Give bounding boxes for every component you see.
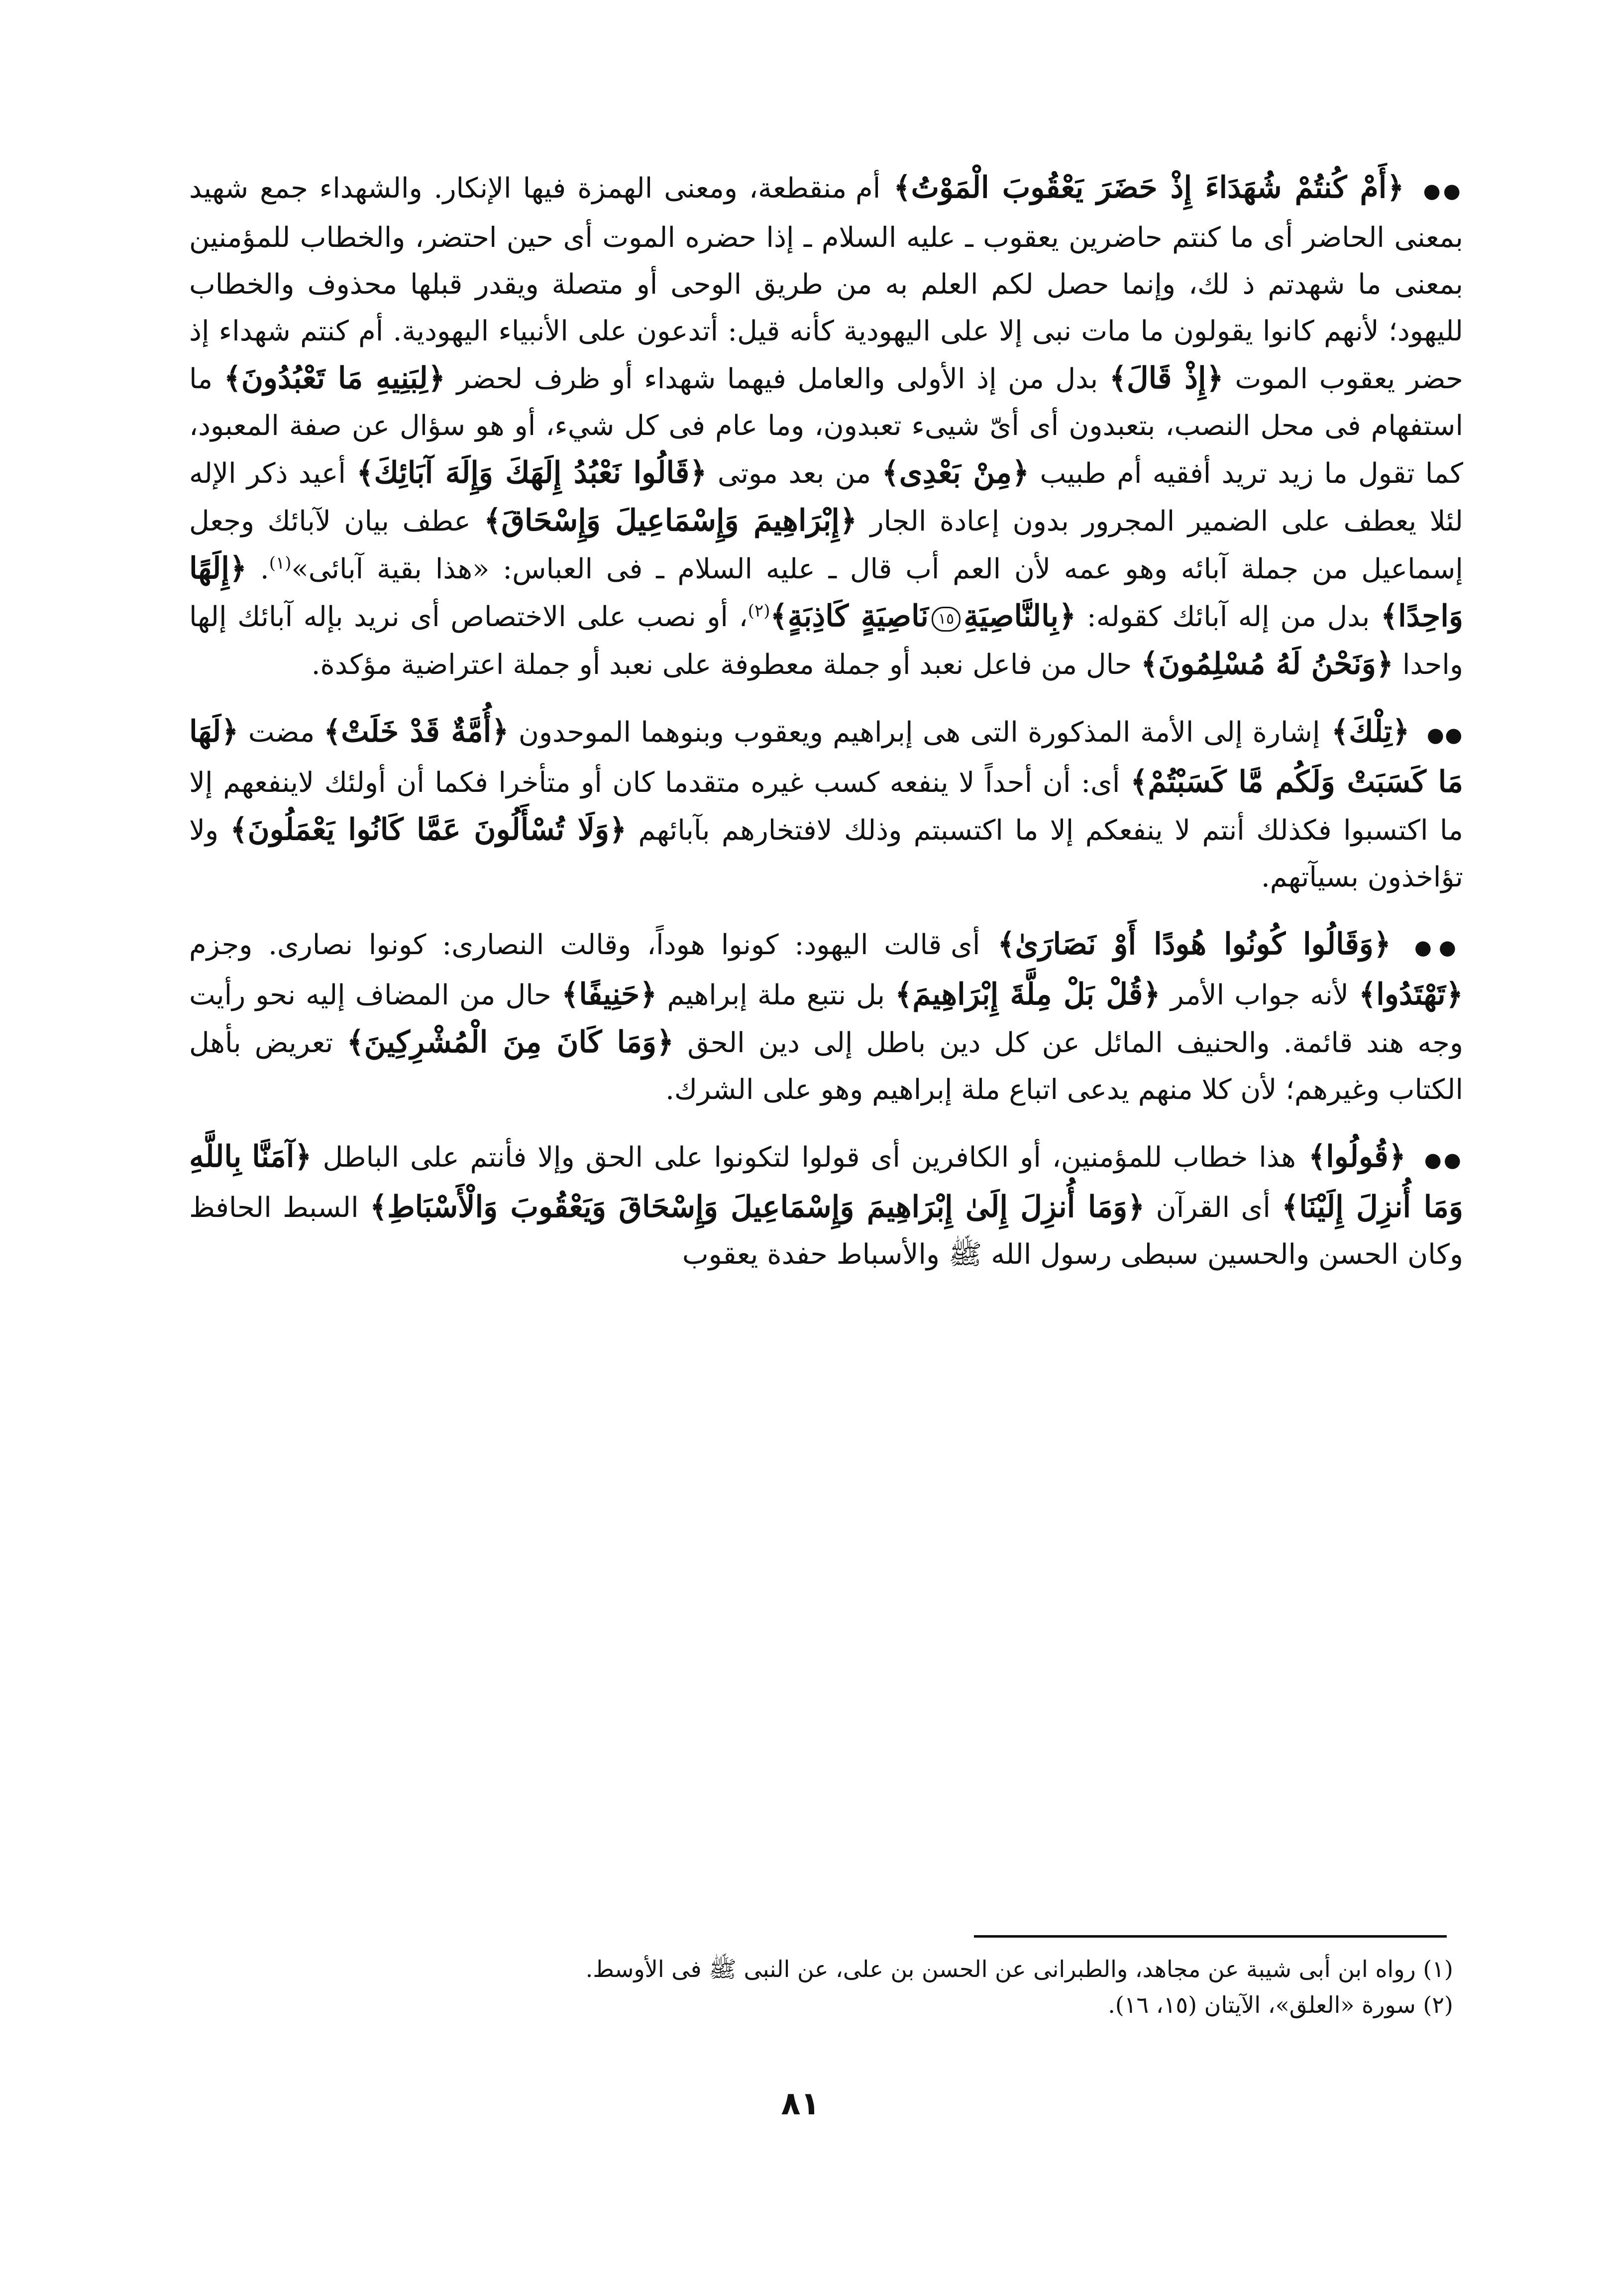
paragraph [189, 1133, 1463, 1278]
quran-quote: ﴿أَمْ كُنتُمْ شُهَدَاءَ إِذْ حَضَرَ يَعْقُوبَ الْمَوْتُ﴾ [880, 170, 1417, 205]
text-run: السبط الحافظ وكان الحسن والحسين سبطى رسول الله ﷺ والأسباط حفدة يعقوب [189, 1192, 1463, 1271]
footnote: (٢) سورة «العلق»، الآيتان (١٥، ١٦). [1108, 1991, 1453, 2018]
quran-quote: ﴿إِبْرَاهِيمَ وَإِسْمَاعِيلَ وَإِسْحَاقَ﴾ [484, 503, 857, 538]
text-run: أم منقطعة، ومعنى الهمزة فيها الإنكار. والشهداء جمع شهيد بمعنى الحاضر أى ما كنتم حاضرين يعقوب ـ عليه السلام ـ إذا حضره الموت أى حين احتضر، والخطاب للمؤمنين بمعنى ما شهدتم ذ لك، وإنما حصل لكم العلم به من طريق الوحى أو متصلة ويقدر قبلها محذوف والخطاب لليهود؛ لأنهم كانوا يقولون ما مات نبى إلا على اليهودية كأنه قيل: أتدعون على الأنبياء اليهودية. أم كنتم شهداء إذ حضر يعقوب الموت [189, 172, 1464, 395]
quran-quote: ﴿وَمَا أُنزِلَ إِلَىٰ إِبْرَاهِيمَ وَإِسْمَاعِيلَ وَإِسْحَاقَ وَيَعْقُوبَ وَالْأَسْبَاطِ﴾ [369, 1190, 1145, 1224]
footnote-ref: (٢) [747, 601, 770, 621]
quran-quote: ﴿قَالُوا نَعْبُدُ إِلَهَكَ وَإِلَهَ آبَائِكَ﴾ [356, 455, 707, 490]
text-run: بدل من إذ الأولى والعامل فيهما شهداء أو ظرف لحضر [445, 363, 1109, 395]
paragraph-bullet-icon: ●● [1414, 936, 1463, 959]
paragraph-bullet-icon: ●● [1423, 180, 1463, 203]
quran-quote: ﴿إِلَهًا وَاحِدًا﴾ [189, 551, 1463, 634]
quran-quote: ﴿إِذْ قَالَ﴾ [1109, 361, 1224, 396]
text-run: من بعد موتى [707, 457, 882, 490]
text-run: . [247, 553, 269, 585]
footnotes [189, 1951, 1453, 2023]
text-run: تعريض بأهل الكتاب وغيرهم؛ لأن كلا منهم يدعى اتباع ملة إبراهيم وهو على الشرك. [189, 1027, 1463, 1106]
text-run: بدل من إله آبائك كقوله: [1076, 601, 1381, 633]
quran-quote: ﴿تِلْكَ﴾ [1320, 714, 1421, 749]
quran-quote: ﴿وَنَحْنُ لَهُ مُسْلِمُونَ﴾ [1141, 647, 1394, 681]
quran-quote: ﴿مِنْ بَعْدِى﴾ [881, 455, 1030, 490]
text-run: مضت [238, 716, 324, 749]
text-run: حال من فاعل نعبد أو جملة معطوفة على نعبد أو جملة اعتراضية مؤكدة. [311, 649, 1141, 681]
text-run: إشارة إلى الأمة المذكورة التى هى إبراهيم ويعقوب وبنوهما الموحدون [509, 716, 1320, 749]
paragraph [189, 164, 1463, 688]
text-run: لأنه جواب الأمر [1160, 979, 1359, 1011]
quran-quote: ﴿قُلْ بَلْ مِلَّةَ إِبْرَاهِيمَ﴾ [895, 977, 1161, 1012]
footnote-ref: (١) [269, 553, 292, 573]
paragraph [189, 921, 1463, 1113]
quran-quote: ﴿أُمَّةٌ قَدْ خَلَتْ﴾ [323, 714, 509, 749]
text-run: هذا خطاب للمؤمنين، أو الكافرين أى قولوا لتكونوا على الحق وإلا فأنتم على الباطل [312, 1141, 1296, 1174]
quran-quote: ﴿لَهَا مَا كَسَبَتْ وَلَكُم مَّا كَسَبْتُمْ﴾ [189, 714, 1464, 799]
text-run: ، أو نصب على الاختصاص أى نريد بإله آبائك إلها واحدا [189, 601, 1463, 681]
text-run: أعيد ذكر الإله لئلا يعطف على الضمير المجرور بدون إعادة الجار [189, 457, 1463, 538]
quran-quote: نَاصِيَةٍ كَاذِبَةٍ﴾ [770, 599, 929, 634]
text-run: بل نتبع ملة إبراهيم [657, 979, 895, 1011]
text-run: أى قالت اليهود: كونوا هوداً، وقالت النصارى: كونوا نصارى. وجزم [189, 929, 980, 961]
body-text [189, 164, 1463, 1298]
quran-quote: ﴿قُولُوا﴾ [1295, 1139, 1418, 1174]
footnote-separator [974, 1935, 1447, 1938]
quran-quote: ﴿آمَنَّا بِاللَّهِ وَمَا أُنزِلَ إِلَيْنَا﴾ [189, 1139, 1463, 1224]
text-run: ولا تؤاخذون بسيآتهم. [189, 814, 1463, 893]
text-run: حال من المضاف إليه نحو رأيت وجه هند قائمة. والحنيف المائل عن كل دين باطل إلى دين الحق [189, 979, 1463, 1059]
quran-quote: ﴿وَلَا تُسْأَلُونَ عَمَّا كَانُوا يَعْمَلُونَ﴾ [230, 812, 627, 847]
verse-number: ١٥ [932, 607, 961, 632]
quran-quote: ﴿لِبَنِيهِ مَا تَعْبُدُونَ﴾ [223, 361, 445, 396]
footnote: (١) رواه ابن أبى شيبة عن مجاهد، والطبرانى عن الحسن بن على، عن النبى ﷺ فى الأوسط. [585, 1956, 1453, 1982]
text-run: أى القرآن [1145, 1192, 1282, 1224]
text-run: عطف بيان لآبائك وجعل إسماعيل من جملة آبائه وهو عمه لأن العم أب قال ـ عليه السلام ـ فى العباس: «هذا بقية آبائى» [189, 505, 1463, 585]
paragraph-bullet-icon: ●● [1426, 724, 1464, 747]
page-number: ٨١ [781, 2085, 820, 2122]
paragraph [189, 708, 1463, 901]
quran-quote: ﴿تَهْتَدُوا﴾ [1359, 977, 1464, 1012]
quran-quote: ﴿وَقَالُوا كُونُوا هُودًا أَوْ نَصَارَىٰ﴾ [980, 927, 1409, 962]
quran-quote: ﴿بِالنَّاصِيَةِ [963, 599, 1076, 634]
quran-quote: ﴿وَمَا كَانَ مِنَ الْمُشْرِكِينَ﴾ [346, 1025, 674, 1060]
text-run: ما استفهام فى محل النصب، بتعبدون أى أىّ شيىء تعبدون، وما عام فى كل شيء، أو هو سؤال عن صفة المعبود، كما تقول ما زيد تريد أفقيه أم طبيب [189, 363, 1464, 490]
paragraph-bullet-icon: ●● [1424, 1149, 1463, 1172]
quran-quote: ﴿حَنِيفًا﴾ [561, 977, 657, 1012]
text-run: أى: أن أحداً لا ينفعه كسب غيره متقدما كان أو متأخرا فكما أن أولئك لاينفعهم إلا ما اكتسبوا فكذلك أنتم لا ينفعكم إلا ما اكتسبتم وذلك لافتخارهم بآبائهم [189, 766, 1464, 847]
